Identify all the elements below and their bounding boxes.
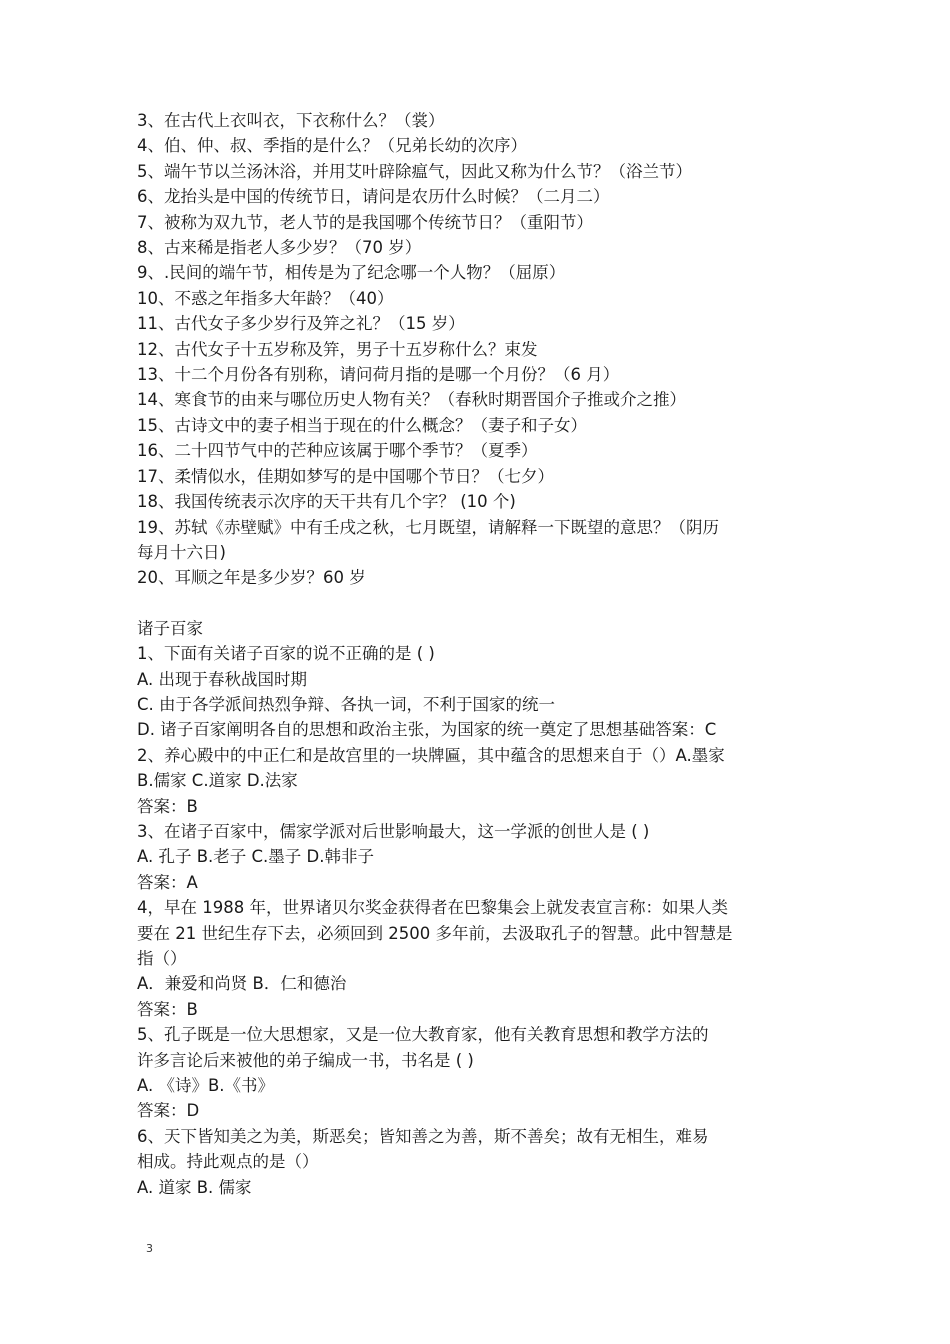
qa-item: 14、寒食节的由来与哪位历史人物有关？（春秋时期晋国介子推或介之推） (137, 390, 686, 410)
section-title: 诸子百家 (137, 618, 203, 638)
qa-item: 10、不惑之年指多大年龄？（40） (137, 288, 394, 308)
question-line: 指（） (137, 949, 187, 968)
qa-item: 18、我国传统表示次序的天干共有几个字？ (10 个) (137, 492, 516, 512)
qa-list (137, 108, 827, 591)
qa-item: 7、被称为双九节，老人节的是我国哪个传统节日？（重阳节） (137, 212, 593, 232)
qa-item: 8、古来稀是指老人多少岁？（70 岁） (137, 238, 422, 258)
qa-item: 9、.民间的端午节，相传是为了纪念哪一个人物？（屈原） (137, 263, 566, 283)
qa-item: 16、二十四节气中的芒种应该属于哪个季节？（夏季） (137, 441, 538, 461)
qa-item: 15、古诗文中的妻子相当于现在的什么概念？（妻子和子女） (137, 415, 587, 435)
qa-item: 每月十六日) (137, 542, 226, 562)
option-line: D. 诸子百家阐明各自的思想和政治主张，为国家的统一奠定了思想基础答案：C (137, 720, 717, 740)
qa-item: 13、十二个月份各有别称，请问荷月指的是哪一个月份？（6 月） (137, 365, 620, 385)
qa-item: 6、龙抬头是中国的传统节日，请问是农历什么时候？（二月二） (137, 187, 610, 207)
question-line: 4，早在 1988 年，世界诸贝尔奖金获得者在巴黎集会上就发表宣言称：如果人类 (137, 898, 728, 918)
answer-line: 答案：D (137, 1101, 200, 1121)
option-line: B.儒家 C.道家 D.法家 (137, 771, 298, 791)
qa-item: 17、柔情似水，佳期如梦写的是中国哪个节日？（七夕） (137, 466, 554, 486)
question-line: 5、孔子既是一位大思想家，又是一位大教育家，他有关教育思想和教学方法的 (137, 1025, 709, 1045)
question-line: 2、养心殿中的中正仁和是故宫里的一块牌匾，其中蕴含的思想来自于（）A.墨家 (137, 745, 725, 765)
question-line: 6、天下皆知美之为美，斯恶矣；皆知善之为善，斯不善矣；故有无相生，难易 (137, 1126, 709, 1146)
qa-item: 3、在古代上衣叫衣，下衣称什么？（裳） (137, 111, 445, 130)
qa-item: 5、端午节以兰汤沐浴，并用艾叶辟除瘟气，因此又称为什么节？（浴兰节） (137, 161, 692, 181)
question-line: 1、下面有关诸子百家的说不正确的是 ( ) (137, 644, 435, 664)
answer-line: 答案：A (137, 872, 198, 892)
qa-item: 11、古代女子多少岁行及笄之礼？（15 岁） (137, 314, 465, 334)
page-number: 3 (146, 1242, 153, 1255)
qa-item: 4、伯、仲、叔、季指的是什么？（兄弟长幼的次序） (137, 136, 527, 156)
answer-line: 答案：B (137, 796, 198, 816)
question-line: 要在 21 世纪生存下去，必须回到 2500 多年前，去汲取孔子的智慧。此中智慧是 (137, 923, 733, 943)
question-line: 许多言论后来被他的弟子编成一书，书名是 ( ) (137, 1050, 474, 1070)
option-line: A. 孔子 B.老子 C.墨子 D.韩非子 (137, 847, 375, 867)
qa-item: 19、苏轼《赤壁赋》中有壬戌之秋，七月既望，请解释一下既望的意思？（阴历 (137, 517, 719, 537)
question-line: 相成。持此观点的是（） (137, 1152, 319, 1172)
option-line: A. 出现于春秋战国时期 (137, 669, 307, 689)
option-line: A. 《诗》B.《书》 (137, 1076, 275, 1096)
qa-item: 12、古代女子十五岁称及笄，男子十五岁称什么？束发 (137, 339, 538, 359)
qa-item: 20、耳顺之年是多少岁？60 岁 (137, 568, 366, 588)
document-body (137, 108, 827, 1200)
option-line: C. 由于各学派间热烈争辩、各执一词，不利于国家的统一 (137, 694, 556, 714)
answer-line: 答案：B (137, 999, 198, 1019)
paragraph-gap (137, 591, 827, 616)
section-question-list (137, 641, 827, 1200)
option-line: A．兼爱和尚贤 B．仁和德治 (137, 974, 347, 994)
option-line: A. 道家 B. 儒家 (137, 1177, 252, 1197)
question-line: 3、在诸子百家中，儒家学派对后世影响最大，这一学派的创世人是 ( ) (137, 821, 650, 841)
